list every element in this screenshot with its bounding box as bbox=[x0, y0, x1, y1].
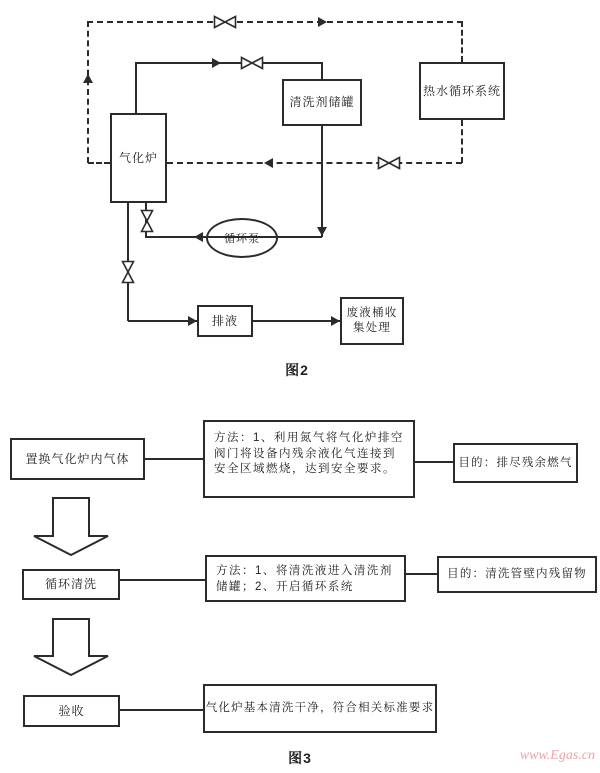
waste-barrel-box bbox=[340, 297, 404, 345]
figure2-caption: 图2 bbox=[285, 362, 309, 378]
valve-icon bbox=[377, 156, 401, 170]
step3-label: 验收 bbox=[58, 703, 85, 718]
purpose2-text: 目的：清洗管壁内残留物 bbox=[447, 568, 587, 580]
dashed-drop-from-hot-water bbox=[461, 120, 463, 163]
drain-box bbox=[197, 305, 253, 337]
gasifier-label: 气化炉 bbox=[118, 150, 158, 165]
flow-arrow-down-icon bbox=[317, 227, 327, 236]
pipe-into-tank-top bbox=[321, 62, 323, 80]
flow-arrow-right-icon bbox=[212, 58, 221, 68]
method1-box bbox=[203, 420, 415, 498]
purpose1-text: 目的：排尽残余燃气 bbox=[458, 456, 573, 469]
valve-icon bbox=[140, 209, 154, 233]
method2-text: 方法：1、将清洗液进入清洗剂储罐；2、开启循环系统 bbox=[216, 565, 393, 593]
step3-box bbox=[23, 695, 120, 727]
flow-arrow-left-icon bbox=[194, 232, 203, 242]
pipe-tank-bottom-drop bbox=[321, 126, 323, 237]
pipe-top-horizontal bbox=[135, 62, 323, 64]
connector-method1-purpose1 bbox=[415, 461, 453, 463]
flow-arrow-right-icon bbox=[331, 316, 340, 326]
cleaning-agent-tank-label: 清洗剂储罐 bbox=[289, 95, 355, 109]
method1-text: 方法：1、利用氮气将气化炉排空阀门将设备内残余液化气连接到安全区域燃烧，达到安全要求。 bbox=[214, 432, 404, 475]
connector-step1-method1 bbox=[145, 458, 203, 460]
flow-arrow-right-icon bbox=[188, 316, 197, 326]
drain-label: 排液 bbox=[211, 313, 238, 328]
circulation-pump-ellipse bbox=[206, 218, 278, 258]
watermark: www.Egas.cn bbox=[519, 748, 595, 763]
flow-arrow-left-icon bbox=[264, 158, 273, 168]
dashed-top-line bbox=[87, 21, 463, 23]
result-text: 气化炉基本清洗干净，符合相关标准要求 bbox=[205, 702, 435, 714]
hot-water-system-label: 热水循环系统 bbox=[422, 83, 501, 98]
cleaning-agent-tank-box bbox=[282, 79, 362, 126]
valve-icon bbox=[240, 56, 264, 70]
hot-water-system-box bbox=[419, 62, 505, 120]
pipe-gasifier-top-riser bbox=[135, 62, 137, 113]
step2-label: 循环清洗 bbox=[44, 577, 97, 591]
dashed-stub-left bbox=[88, 162, 110, 164]
result-box bbox=[203, 684, 437, 733]
dashed-return-line bbox=[167, 162, 462, 164]
step1-box bbox=[10, 438, 145, 480]
pipe-drain-to-waste bbox=[253, 320, 340, 322]
block-down-arrow-icon bbox=[33, 618, 109, 676]
connector-step3-result bbox=[120, 709, 203, 711]
figure3-caption: 图3 bbox=[288, 750, 312, 766]
purpose1-box bbox=[453, 443, 578, 483]
step2-box bbox=[22, 569, 120, 600]
method2-box bbox=[205, 555, 406, 602]
valve-icon bbox=[121, 260, 135, 284]
flow-arrow-up-icon bbox=[83, 74, 93, 83]
dashed-riser-left bbox=[87, 21, 89, 163]
pipe-to-drain bbox=[128, 320, 197, 322]
dashed-drop-to-hot-water bbox=[461, 21, 463, 62]
block-down-arrow-icon bbox=[33, 497, 109, 556]
gasifier-box bbox=[110, 113, 167, 203]
purpose2-box bbox=[437, 556, 597, 593]
circulation-pump-label: 循环泵 bbox=[224, 233, 260, 245]
flow-arrow-right-icon bbox=[318, 17, 327, 27]
connector-step2-method2 bbox=[120, 579, 205, 581]
connector-method2-purpose2 bbox=[406, 573, 437, 575]
step1-label: 置换气化炉内气体 bbox=[25, 451, 130, 466]
valve-icon bbox=[213, 15, 237, 29]
waste-barrel-label: 废液桶收集处理 bbox=[346, 307, 398, 334]
